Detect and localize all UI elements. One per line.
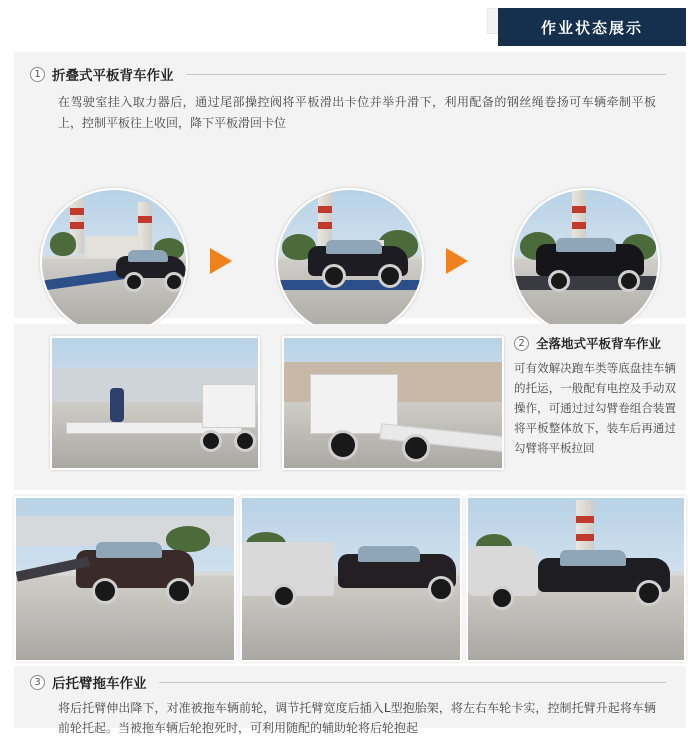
photo-flatbed-retracted — [512, 188, 660, 336]
arrow-right-icon — [446, 248, 468, 274]
wheel — [234, 430, 256, 452]
page-title: 作业状态展示 — [540, 18, 643, 37]
photo-scene — [52, 338, 258, 468]
arrow-right-icon — [210, 248, 232, 274]
photo-scene — [278, 190, 422, 334]
photo-scene — [16, 498, 234, 660]
wheel — [166, 578, 192, 604]
photo-car-loading — [276, 188, 424, 336]
wheel — [92, 578, 118, 604]
wheel — [164, 272, 184, 292]
section-2-number: 2 — [514, 336, 529, 351]
section-3-body: 将后托臂伸出降下，对准被拖车辆前轮，调节托臂宽度后插入L型抱胎架，将左右车轮卡实，控制托臂升起将车辆前轮托起。当被拖车辆后轮抱死时，可利用随配的辅助轮将后轮抱起 — [58, 701, 656, 735]
car-window — [96, 542, 162, 558]
car-window — [326, 240, 382, 254]
section-3-number: 3 — [30, 675, 45, 690]
section-2-body: 可有效解决跑车类等底盘挂车辆的托运，一般配有电控及手动双操作，可通过过勾臂卷组合装置将平板整体放下，装车后再通过勾臂将平板拉回 — [514, 361, 676, 455]
operator-figure — [110, 388, 124, 422]
ground — [16, 576, 234, 660]
page-header — [0, 8, 700, 48]
section-2-title: 全落地式平板背车作业 — [536, 336, 662, 351]
section-3-photo-row — [14, 496, 686, 662]
wheel — [378, 264, 402, 288]
section-1-rule — [186, 74, 667, 75]
photo-full-landing-front — [50, 336, 260, 470]
photo-scene — [242, 498, 460, 660]
flatbed — [278, 280, 424, 290]
photo-scene — [468, 498, 684, 660]
section-full-landing-flatbed — [14, 324, 686, 490]
wheel — [402, 434, 430, 462]
header-title-tab — [498, 8, 686, 46]
section-3-title: 后托臂拖车作业 — [52, 676, 147, 692]
tree-icon — [50, 232, 76, 256]
wheel — [200, 430, 222, 452]
car-window — [560, 550, 626, 566]
section-3-rule — [159, 682, 667, 683]
wheel — [548, 270, 570, 292]
truck-cab — [202, 384, 256, 428]
car-window — [358, 546, 420, 562]
wheel — [124, 272, 144, 292]
photo-scene — [284, 338, 502, 468]
photo-flatbed-extended — [40, 188, 188, 336]
section-1-photo-row — [14, 188, 686, 338]
photo-rear-boom-side — [240, 496, 462, 662]
wheel — [328, 430, 358, 460]
wheel — [322, 264, 346, 288]
photo-scene — [42, 190, 186, 334]
photo-full-landing-side — [282, 336, 504, 470]
section-1-number: 1 — [30, 67, 45, 82]
section-2-heading-row — [514, 334, 676, 352]
section-3-heading-row — [14, 666, 686, 692]
section-1-heading-row — [14, 52, 686, 84]
tree-icon — [166, 526, 210, 552]
car-window — [128, 250, 168, 262]
car-window — [556, 238, 616, 252]
wheel — [636, 580, 662, 606]
wheel — [428, 576, 454, 602]
section-folding-flatbed — [14, 52, 686, 318]
photo-rear-boom-driving — [466, 496, 686, 662]
wheel — [272, 584, 296, 608]
section-2-text — [514, 334, 676, 458]
section-1-title: 折叠式平板背车作业 — [52, 68, 174, 84]
photo-rear-boom-front — [14, 496, 236, 662]
photo-scene — [514, 190, 658, 334]
wheel — [490, 586, 514, 610]
section-3-text-panel — [14, 666, 686, 735]
wheel — [618, 270, 640, 292]
section-1-body: 在驾驶室挂入取力器后，通过尾部操控阀将平板滑出卡位并举升滑下，利用配备的钢丝绳卷扬可车辆牵制平板上，控制平板往上收回，降下平板滑回卡位 — [58, 95, 656, 130]
